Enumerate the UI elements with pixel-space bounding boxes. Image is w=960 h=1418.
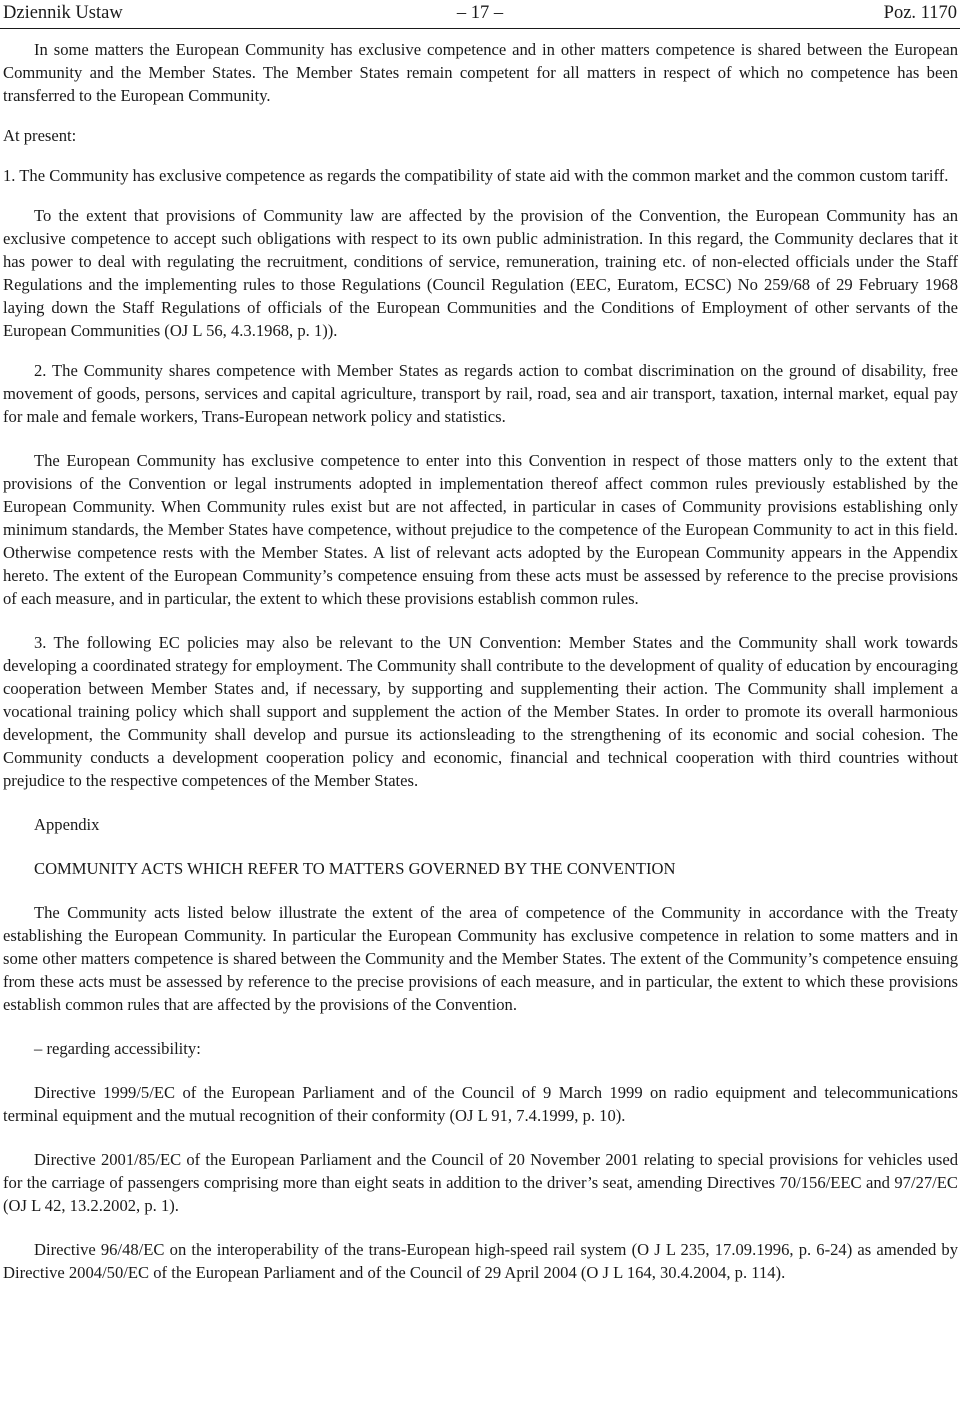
directive-1999-5: Directive 1999/5/EC of the European Parliament and of the Council of 9 March 1999 on radio equipment and telecommunications terminal equipment and the mutual recognition of their conformity (OJ L 91, 7.4.1999, p. 10). [3,1083,958,1125]
list-heading-accessibility: – regarding accessibility: [34,1039,201,1058]
document-body [3,38,958,1284]
paragraph-point-3: 3. The following EC policies may also be relevant to the UN Convention: Member States and the Community shall work towards developing a coordinated strategy for employment. The Community shall contribute to the development of quality of education by encouraging cooperation between Member States and, if necessary, by supporting and supplementing their action. The Community shall implement a vocational training policy which shall support and supplement the action of the Member States. In order to promote its overall harmonious development, the Community shall develop and pursue its actionsleading to the strengthening of its economic and social cohesion. The Community conducts a development cooperation policy and economic, financial and technical cooperation with third countries without prejudice to the respective competences of the Member States. [3,633,958,790]
paragraph-public-administration: To the extent that provisions of Community law are affected by the provision of the Convention, the European Community has an exclusive competence to accept such obligations with respect to its own public administration. In this regard, the Community declares that it has power to deal with regulating the recruitment, conditions of service, remuneration, training etc. of non-elected officials under the Staff Regulations and the implementing rules to those Regulations (Council Regulation (EEC, Euratom, ECSC) No 259/68 of 29 February 1968 laying down the Staff Regulations of officials of the European Communities and the Conditions of Employment of other servants of the European Communities (OJ L 56, 4.3.1968, p. 1)). [3,206,958,340]
journal-title: Dziennik Ustaw [3,3,123,23]
paragraph-competence-intro: In some matters the European Community has exclusive competence and in other matters competence is shared between the European Community and the Member States. The Member States remain competent for all matters in respect of which no competence has been transferred to the European Community. [3,40,958,105]
paragraph-community-acts: The Community acts listed below illustrate the extent of the area of competence of the Community in accordance with the Treaty establishing the European Community. In particular the European Community has exclusive competence in relation to some matters and in some other matters competence is shared between the Community and the Member States. The extent of the Community’s competence ensuing from these acts must be assessed by reference to the precise provisions of each measure, and in particular, the extent to which these provisions establish common rules that are affected by the provisions of the Convention. [3,903,958,1014]
directive-96-48: Directive 96/48/EC on the interoperability of the trans-European high-speed rail system (O J L 235, 17.09.1996, p. 6-24) as amended by Directive 2004/50/EC of the European Parliament and of the Council of 29 April 2004 (O J L 164, 30.4.2004, p. 114). [3,1240,958,1282]
page-number: – 17 – [456,3,504,23]
position-number: Poz. 1170 [883,3,957,23]
page-header [0,0,960,29]
appendix-title: COMMUNITY ACTS WHICH REFER TO MATTERS GOVERNED BY THE CONVENTION [34,859,676,878]
paragraph-exclusive-competence: The European Community has exclusive competence to enter into this Convention in respect of those matters only to the extent that provisions of the Convention or legal instruments adopted in implementation thereof affect common rules previously established by the European Community. When Community rules exist but are not affected, in particular in cases of Community provisions establishing only minimum standards, the Member States have competence, without prejudice to the competence of the European Community to act in this field. Otherwise competence rests with the Member States. A list of relevant acts adopted by the European Community appears in the Appendix hereto. The extent of the European Community’s competence ensuing from these acts must be assessed by reference to the precise provisions of each measure, and in particular, the extent to which these provisions establish common rules. [3,451,958,608]
paragraph-point-1: 1. The Community has exclusive competence as regards the compatibility of state aid with the common market and the common custom tariff. [3,166,949,185]
paragraph-at-present: At present: [3,126,77,145]
directive-2001-85: Directive 2001/85/EC of the European Parliament and the Council of 20 November 2001 relating to special provisions for vehicles used for the carriage of passengers comprising more than eight seats in addition to the driver’s seat, amending Directives 70/156/EEC and 97/27/EC (OJ L 42, 13.2.2002, p. 1). [3,1150,958,1215]
appendix-heading: Appendix [34,815,100,834]
paragraph-point-2: 2. The Community shares competence with Member States as regards action to combat discrimination on the ground of disability, free movement of goods, persons, services and capital agriculture, transport by rail, road, sea and air transport, taxation, internal market, equal pay for male and female workers, Trans-European network policy and statistics. [3,361,958,426]
